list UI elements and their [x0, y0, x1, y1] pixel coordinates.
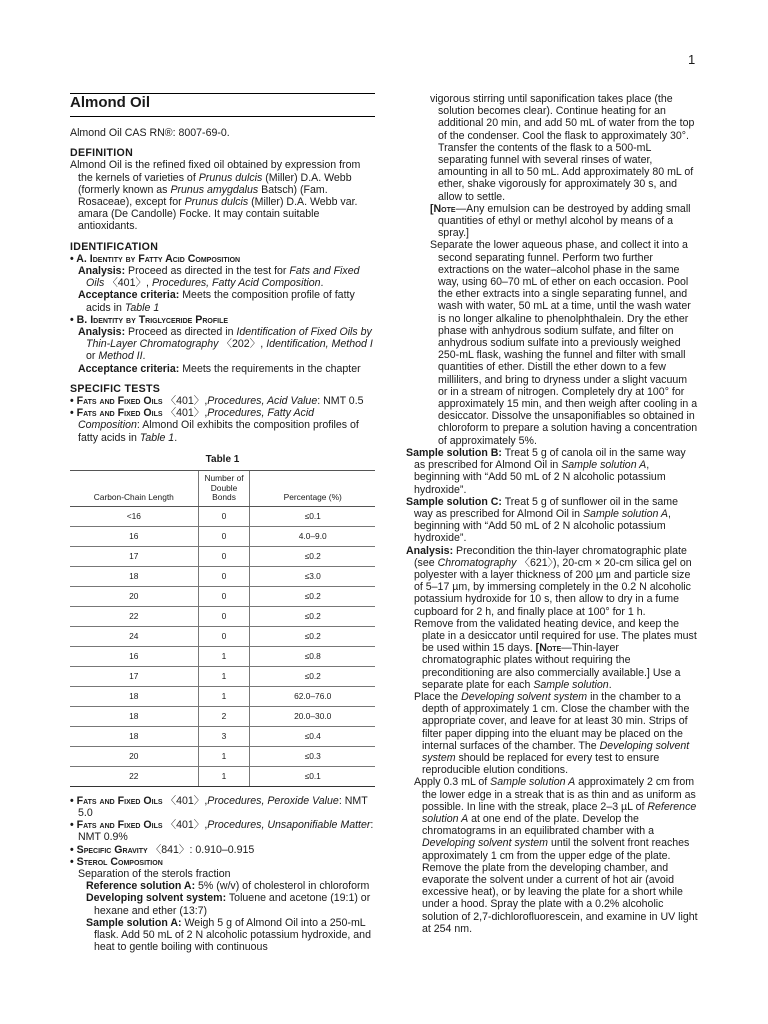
right-column [406, 93, 698, 935]
table-row [70, 506, 375, 526]
table-cell: 17 [70, 546, 198, 566]
table-row [70, 606, 375, 626]
specific-tests-heading: SPECIFIC TESTS [70, 382, 161, 395]
table-cell: 0 [198, 606, 250, 626]
table-cell: 16 [70, 526, 198, 546]
identification-b-analysis: Analysis: Proceed as directed in Identification of Fixed Oils by Thin-Layer Chromatography 〈202〉, Identification, Method I or Method II. [78, 326, 373, 363]
separation-paragraph: Separate the lower aqueous phase, and collect it into a second separating funnel. Perform two further extractions on the water–alcohol phase in the same way, using 60–70 mL of ether on each occasion. Pool the ether extracts into a single separating funnel, and wash with water, 50 mL at a time, until the wash water is no longer alkaline to phenolphthalein. Dry the ether phase with anhydrous sodium sulfate, and filter on anhydrous sodium sulfate into a previously weighed 250-mL flask, washing the funnel and filter with small quantities of ether. Distill the ether down to a few milliliters, and bring to dryness under a slight vacuum or in a stream of nitrogen. Completely dry at 100° for approximately 15 min, and then weigh after cooling in a desiccator. Dissolve the unsaponifiables so obtained in chloroform to prepare a solution having a concentration of approximately 5%. [430, 239, 698, 447]
sterol-separation-heading: Separation of the sterols fraction [78, 868, 231, 881]
table-row [70, 686, 375, 706]
table-cell: 20.0–30.0 [250, 706, 375, 726]
table-cell: ≤0.3 [250, 746, 375, 766]
table-cell: 24 [70, 626, 198, 646]
developing-solvent-system: Developing solvent system: Toluene and acetone (19:1) or hexane and ether (13:7) [86, 892, 371, 917]
table-cell: ≤3.0 [250, 566, 375, 586]
table-header-cell: Number of Double Bonds [198, 471, 250, 507]
table-cell: 0 [198, 626, 250, 646]
test-fatty-acid-composition: • Fats and Fixed Oils 〈401〉,Procedures, Fatty Acid Composition: Almond Oil exhibits the composition profiles of fatty acids in Table 1. [70, 407, 359, 444]
sample-a-continued: vigorous stirring until saponification takes place (the solution becomes clear). Continue heating for an additional 20 min, and add 50 mL of water from the top of the condenser. Cool the flask to approximately 30°. Transfer the contents of the flask to a 500-mL separating funnel with several rinses of water, amounting in all to 50 mL. Add approximately 80 mL of ether, shake vigorously for approximately 30 s, and allow to settle. [430, 93, 695, 203]
left-column [70, 93, 375, 954]
table-cell: ≤0.2 [250, 626, 375, 646]
page-number: 1 [688, 52, 696, 67]
table-row [70, 566, 375, 586]
table-row [70, 706, 375, 726]
title-bottom-rule [70, 116, 375, 117]
definition-text: Almond Oil is the refined fixed oil obtained by expression from the kernels of varieties of Prunus dulcis (Miller) D.A. Webb (formerly known as Prunus amygdalus Batsch) (Fam. Rosaceae), except for Prunus dulcis (Miller) D.A. Webb var. amara (De Candolle) Focke. It may contain suitable antioxidants. [70, 159, 361, 233]
table-cell: ≤0.1 [250, 766, 375, 786]
remove-plate-paragraph: Remove from the validated heating device, and keep the plate in a desiccator until required for use. The plates must be used within 15 days. [Note—Thin-layer chromatographic plates without requiring the preconditioning are also commercially available.] Use a separate plate for each Sample solution. [414, 617, 697, 691]
table-cell: 3 [198, 726, 250, 746]
fatty-acid-table [70, 470, 375, 787]
table-cell: ≤0.4 [250, 726, 375, 746]
table-cell: <16 [70, 506, 198, 526]
identification-a-acceptance: Acceptance criteria: Meets the composition profile of fatty acids in Table 1 [78, 289, 355, 314]
table-row [70, 746, 375, 766]
table-cell: 1 [198, 746, 250, 766]
identification-a-analysis: Analysis: Proceed as directed in the test for Fats and Fixed Oils 〈401〉, Procedures, Fatty Acid Composition. [78, 265, 360, 290]
table-cell: 16 [70, 646, 198, 666]
sample-solution-b: Sample solution B: Treat 5 g of canola oil in the same way as prescribed for Almond Oil in Sample solution A, beginning with “Add 50 mL of 2 N alcoholic potassium hydroxide”. [406, 446, 686, 496]
table-header-cell: Percentage (%) [250, 471, 375, 507]
table-row [70, 586, 375, 606]
test-specific-gravity: • Specific Gravity 〈841〉: 0.910–0.915 [70, 843, 255, 856]
table-row [70, 766, 375, 786]
table-cell: 0 [198, 546, 250, 566]
table-header-row [70, 471, 375, 507]
table-cell: 18 [70, 726, 198, 746]
table-cell: 2 [198, 706, 250, 726]
cas-line: Almond Oil CAS RN®: 8007-69-0. [70, 127, 230, 139]
table-cell: 20 [70, 586, 198, 606]
table-row [70, 626, 375, 646]
table-row [70, 546, 375, 566]
table-cell: 17 [70, 666, 198, 686]
identification-heading: IDENTIFICATION [70, 240, 159, 253]
table-cell: 1 [198, 646, 250, 666]
sample-solution-a: Sample solution A: Weigh 5 g of Almond Oil into a 250-mL flask. Add 50 mL of 2 N alcoholic potassium hydroxide, and heat to gentle boiling with continuous [86, 916, 371, 954]
table-cell: ≤0.8 [250, 646, 375, 666]
table-cell: 0 [198, 566, 250, 586]
table-cell: 4.0–9.0 [250, 526, 375, 546]
test-unsaponifiable-matter: • Fats and Fixed Oils 〈401〉,Procedures, Unsaponifiable Matter: NMT 0.9% [70, 819, 374, 844]
table-caption: Table 1 [205, 453, 240, 465]
apply-sample-paragraph: Apply 0.3 mL of Sample solution A approximately 2 cm from the lower edge in a streak that is as thin and as uniform as possible. In line with the streak, place 2–3 µL of Reference solution A at one end of the plate. Develop the chromatograms in an equilibrated chamber with a Developing solvent system until the solvent front reaches approximately 1 cm from the upper edge of the plate. Remove the plate from the developing chamber, and evaporate the solvent under a current of hot air (avoid excessive heat), or by leaving the plate for a short while under a hood. Spray the plate with a 0.2% alcoholic solution of 2,7-dichlorofluorescein, and examine in UV light at 254 nm. [414, 776, 698, 935]
note-emulsion: [Note—Any emulsion can be destroyed by adding small quantities of ethyl or methyl alcohol by means of a spray.] [430, 202, 691, 240]
sample-solution-c: Sample solution C: Treat 5 g of sunflower oil in the same way as prescribed for Almond Oil in Sample solution A, beginning with “Add 50 mL of 2 N alcoholic potassium hydroxide”. [406, 495, 679, 545]
table-cell: 22 [70, 766, 198, 786]
table-row [70, 726, 375, 746]
page-title: Almond Oil [70, 94, 150, 111]
table-cell: 18 [70, 686, 198, 706]
table-cell: 18 [70, 566, 198, 586]
table-row [70, 666, 375, 686]
table-cell: 18 [70, 706, 198, 726]
table-cell: 20 [70, 746, 198, 766]
table-cell: ≤0.2 [250, 606, 375, 626]
table-row [70, 526, 375, 546]
table-cell: ≤0.1 [250, 506, 375, 526]
table-cell: 0 [198, 586, 250, 606]
table-cell: ≤0.2 [250, 586, 375, 606]
table-header-cell: Carbon-Chain Length [70, 471, 198, 507]
table-cell: ≤0.2 [250, 546, 375, 566]
reference-solution-a: Reference solution A: 5% (w/v) of cholesterol in chloroform [86, 880, 370, 893]
definition-heading: DEFINITION [70, 147, 134, 160]
analysis-paragraph: Analysis: Precondition the thin-layer chromatographic plate (see Chromatography 〈621〉), 20-cm × 20-cm silica gel on polyester with a layer thickness of 200 µm and particle size of 5–17 µm, by immersing completely in the 0.2 N alcoholic potassium hydroxide for 10 s, then allow to dry in a fume cupboard for 2 h, and finally place at 100° for 1 h. [406, 544, 692, 618]
table-cell: 22 [70, 606, 198, 626]
table-cell: 62.0–76.0 [250, 686, 375, 706]
identification-b-label: • B. Identity by Triglyceride Profile [70, 313, 229, 326]
table-cell: ≤0.2 [250, 666, 375, 686]
table-cell: 1 [198, 686, 250, 706]
table-cell: 1 [198, 766, 250, 786]
place-solvent-paragraph: Place the Developing solvent system in the chamber to a depth of approximately 1 cm. Close the chamber with the appropriate cover, and leave for at least 30 min. Strips of filter paper dipping into the eluant may be placed on the internal surfaces of the chamber. The Developing solvent system should be replaced for every test to ensure reproducible elution conditions. [414, 690, 690, 777]
table-row [70, 646, 375, 666]
table-cell: 1 [198, 666, 250, 686]
table-cell: 0 [198, 506, 250, 526]
table-cell: 0 [198, 526, 250, 546]
test-sterol-composition: • Sterol Composition [70, 855, 163, 868]
identification-a-label: • A. Identity by Fatty Acid Composition [70, 252, 241, 265]
test-peroxide-value: • Fats and Fixed Oils 〈401〉,Procedures, Peroxide Value: NMT 5.0 [70, 794, 368, 820]
test-acid-value: • Fats and Fixed Oils 〈401〉,Procedures, Acid Value: NMT 0.5 [70, 395, 364, 408]
identification-b-acceptance: Acceptance criteria: Meets the requirements in the chapter [78, 362, 361, 375]
